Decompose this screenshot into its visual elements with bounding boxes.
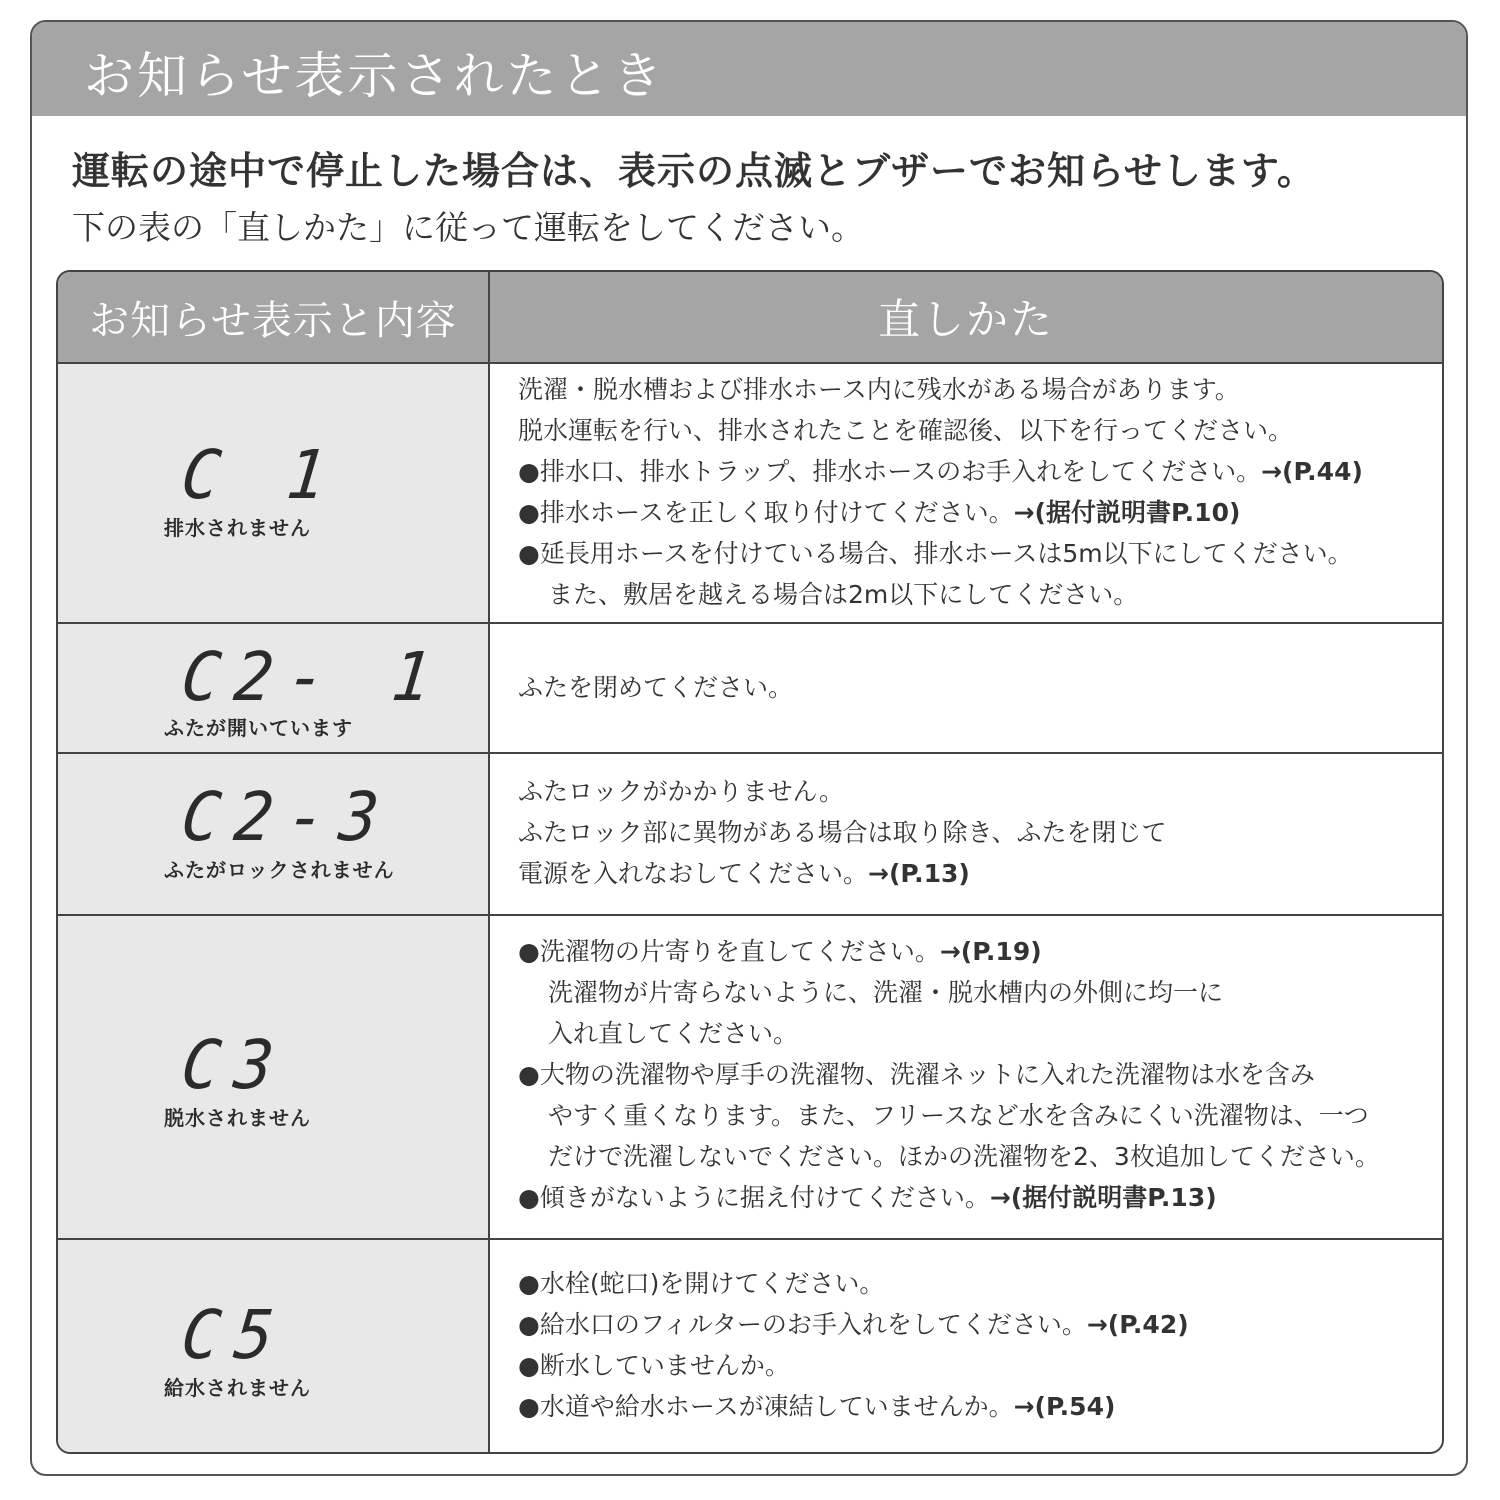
remedy-line: 入れ直してください。 bbox=[548, 1019, 799, 1048]
remedy-line: ●排水ホースを正しく取り付けてください。→(据付説明書P.10) bbox=[518, 498, 1241, 527]
remedy-line: 洗濯物が片寄らないように、洗濯・脱水槽内の外側に均一に bbox=[548, 978, 1224, 1007]
remedy-line: 洗濯・脱水槽および排水ホース内に残水がある場合があります。 bbox=[518, 375, 1240, 404]
page-reference: →(P.13) bbox=[868, 859, 970, 888]
remedy-line: ●延長用ホースを付けている場合、排水ホースは5m以下にしてください。 bbox=[518, 539, 1353, 568]
page-reference: →(据付説明書P.13) bbox=[989, 1183, 1217, 1212]
error-code-table bbox=[56, 270, 1444, 1454]
intro-sublead: 下の表の「直しかた」に従って運転をしてください。 bbox=[72, 208, 864, 247]
table-row-c5 bbox=[58, 1240, 1442, 1454]
remedy-cell bbox=[490, 1240, 1442, 1454]
page-reference: →(P.19) bbox=[939, 937, 1042, 966]
remedy-line: ●排水口、排水トラップ、排水ホースのお手入れをしてください。→(P.44) bbox=[518, 457, 1363, 486]
error-code-display: C5 bbox=[177, 1297, 292, 1375]
remedy-line: ●断水していませんか。 bbox=[518, 1351, 790, 1380]
table-header bbox=[58, 272, 1442, 364]
page-reference: →(P.54) bbox=[1013, 1392, 1116, 1421]
remedy-line: 電源を入れなおしてください。→(P.13) bbox=[518, 859, 970, 888]
remedy-line: ●大物の洗濯物や厚手の洗濯物、洗濯ネットに入れた洗濯物は水を含み bbox=[518, 1060, 1315, 1089]
header-display-content: お知らせ表示と内容 bbox=[58, 272, 490, 362]
error-code-display: C 1 bbox=[177, 437, 344, 515]
remedy-line: 脱水運転を行い、排水されたことを確認後、以下を行ってください。 bbox=[518, 416, 1294, 445]
error-code-label: ふたが開いています bbox=[164, 716, 353, 740]
remedy-line: ふたロックがかかりません。 bbox=[518, 777, 845, 806]
error-code-label: 給水されません bbox=[164, 1376, 311, 1400]
error-code-label: ふたがロックされません bbox=[164, 858, 395, 882]
table-row-c2-3 bbox=[58, 754, 1442, 916]
error-code-label: 脱水されません bbox=[164, 1106, 311, 1130]
remedy-line: ●洗濯物の片寄りを直してください。→(P.19) bbox=[518, 937, 1042, 966]
header-remedy: 直しかた bbox=[877, 295, 1054, 344]
banner bbox=[32, 22, 1466, 116]
page-reference: →(P.44) bbox=[1261, 457, 1363, 486]
table-row-c3 bbox=[58, 916, 1442, 1240]
page-reference: →(P.42) bbox=[1086, 1310, 1189, 1339]
remedy-cell bbox=[490, 364, 1442, 622]
remedy-line: ●給水口のフィルターのお手入れをしてください。→(P.42) bbox=[518, 1310, 1189, 1339]
remedy-line: だけで洗濯しないでください。ほかの洗濯物を2、3枚追加してください。 bbox=[548, 1142, 1380, 1171]
remedy-line: ふたロック部に異物がある場合は取り除き、ふたを閉じて bbox=[518, 818, 1167, 847]
remedy-line: ●傾きがないように据え付けてください。→(据付説明書P.13) bbox=[518, 1183, 1217, 1212]
remedy-line: ●水道や給水ホースが凍結していませんか。→(P.54) bbox=[518, 1392, 1116, 1421]
remedy-line: また、敷居を越える場合は2m以下にしてください。 bbox=[548, 580, 1139, 609]
code-cell bbox=[58, 754, 490, 914]
page-reference: →(据付説明書P.10) bbox=[1013, 498, 1241, 527]
error-code-display: C2- 1 bbox=[177, 639, 449, 717]
code-cell bbox=[58, 624, 490, 752]
error-code-label: 排水されません bbox=[164, 516, 311, 540]
notice-panel bbox=[30, 20, 1468, 1476]
intro-lead: 運転の途中で停止した場合は、表示の点滅とブザーでお知らせします。 bbox=[72, 149, 1316, 193]
remedy-line: ふたを閉めてください。 bbox=[518, 673, 794, 702]
remedy-line: ●水栓(蛇口)を開けてください。 bbox=[518, 1269, 885, 1298]
code-cell bbox=[58, 1240, 490, 1454]
code-cell bbox=[58, 364, 490, 622]
remedy-cell bbox=[490, 624, 1442, 752]
table-row-c2-1 bbox=[58, 624, 1442, 754]
table-row-c1 bbox=[58, 364, 1442, 624]
remedy-line: やすく重くなります。また、フリースなど水を含みにくい洗濯物は、一つ bbox=[548, 1101, 1369, 1130]
remedy-cell bbox=[490, 916, 1442, 1238]
error-code-display: C3 bbox=[177, 1027, 292, 1105]
code-cell bbox=[58, 916, 490, 1238]
error-code-display: C2-3 bbox=[177, 779, 397, 857]
remedy-cell bbox=[490, 754, 1442, 914]
banner-title: お知らせ表示されたとき bbox=[84, 47, 666, 105]
